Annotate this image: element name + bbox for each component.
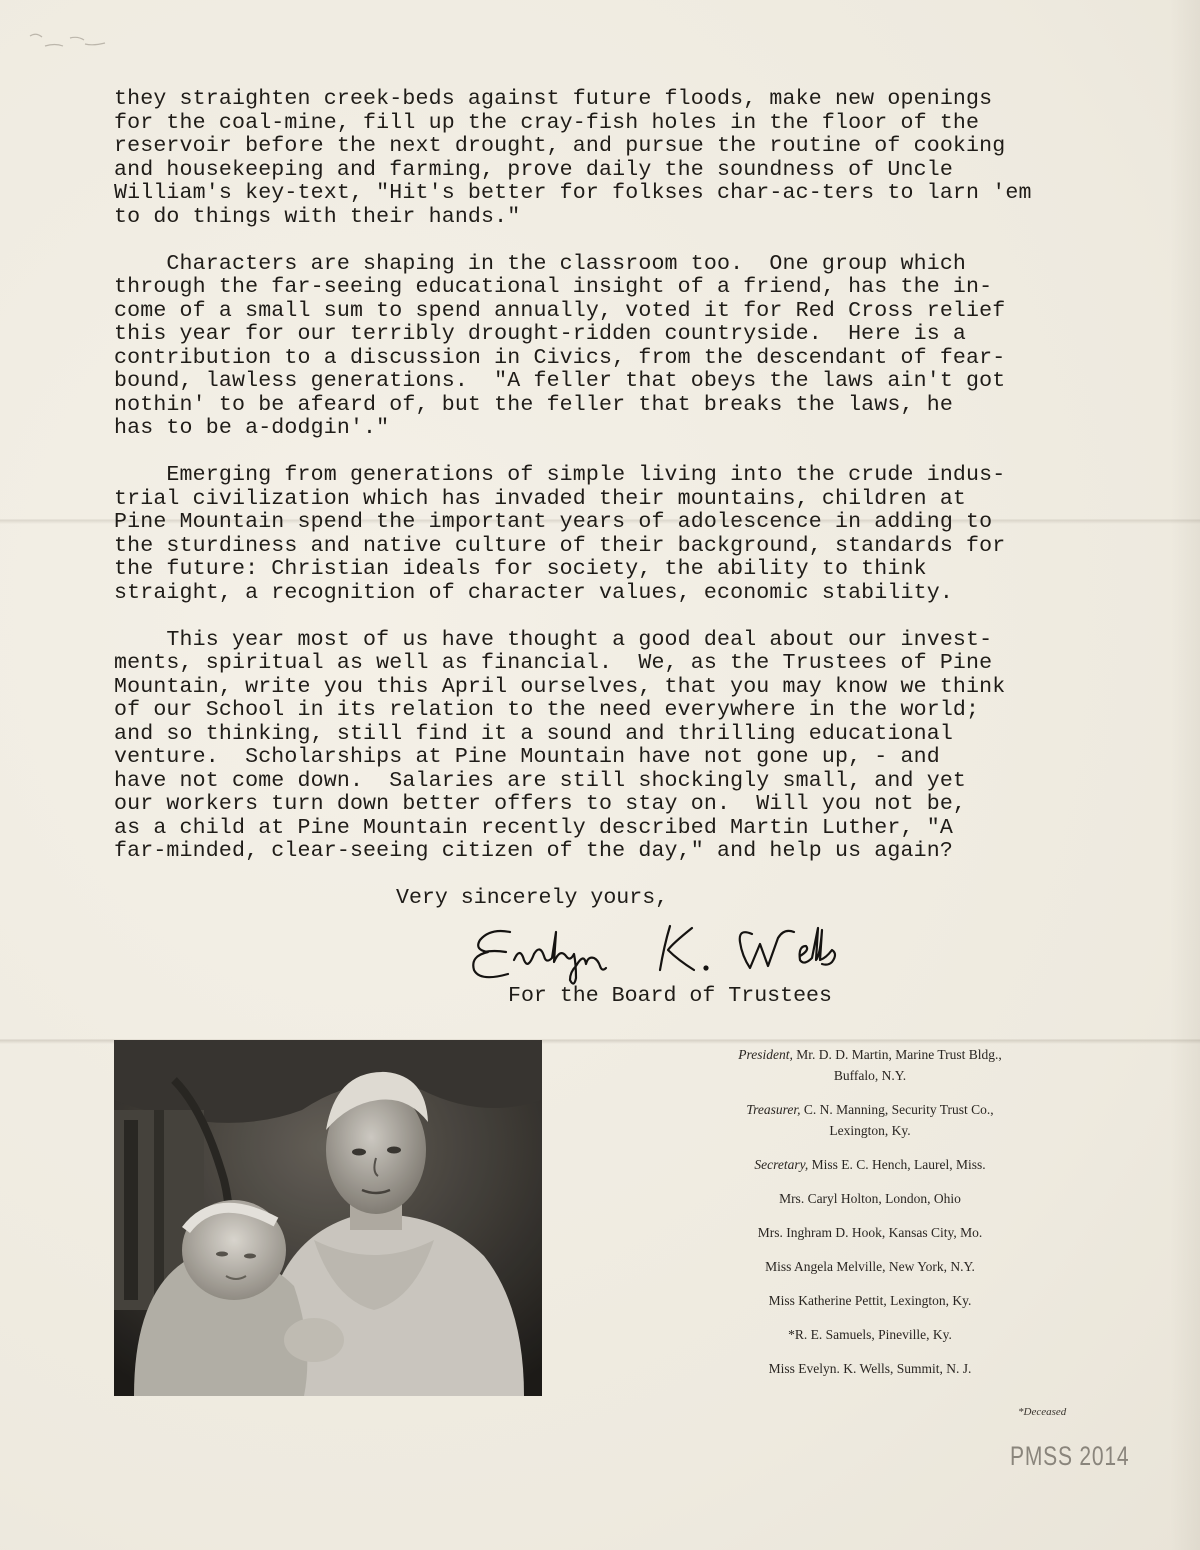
trustee-member: Miss Katherine Pettit, Lexington, Ky. xyxy=(768,1293,972,1308)
trustee-location: Buffalo, N.Y. xyxy=(833,1068,907,1083)
board-of-trustees-list xyxy=(610,1044,1130,1379)
trustee-member: Miss Evelyn. K. Wells, Summit, N. J. xyxy=(768,1361,972,1376)
signed-for-line: For the Board of Trustees xyxy=(508,984,832,1008)
trustee-president xyxy=(610,1044,1130,1086)
trustee-details: Mr. D. D. Martin, Marine Trust Bldg., xyxy=(796,1047,1002,1062)
paragraph-emerging: Emerging from generations of simple living into the crude indus- trial civilization which has invaded their mountains, children at Pine Mountain spend the important years of adolescence in adding to the sturdiness and native culture of their background, standards for the future: Christian ideals for society, the ability to think straight, a recognition of character values, economic stability. xyxy=(114,463,1006,605)
trustee-role: President, xyxy=(738,1047,793,1062)
trustee-secretary xyxy=(610,1154,1130,1175)
handwritten-signature xyxy=(470,912,920,992)
trustee-member: Mrs. Caryl Holton, London, Ohio xyxy=(779,1191,961,1206)
paragraph-investments: This year most of us have thought a good deal about our invest- ments, spiritual as well as financial. We, as the Trustees of Pine Mountain, write you this April ourselves, that you may know we think of our School in its relation to the need everywhere in the world; and so thinking, still find it a sound and thrilling educational venture. Scholarships at Pine Mountain have not gone up, - and have not come down. Salaries are still shockingly small, and yet our workers turn down better offers to stay on. Will you not be, as a child at Pine Mountain recently described Martin Luther, "A far-minded, clear-seeing citizen of the day," and help us again? xyxy=(114,627,1006,863)
trustee-member-deceased: *R. E. Samuels, Pineville, Ky. xyxy=(788,1327,952,1342)
trustee-member: Miss Angela Melville, New York, N.Y. xyxy=(765,1259,975,1274)
trustee-role: Treasurer, xyxy=(746,1102,801,1117)
paragraph-work-continuation: they straighten creek-beds against future floods, make new openings for the coal-mine, fill up the cray-fish holes in the floor of the reservoir before the next drought, and pursue the routine of cooking and housekeeping and farming, prove daily the soundness of Uncle William's key-text, "Hit's better for folkses char-ac-ters to larn 'em to do things with their hands." xyxy=(114,87,1032,229)
trustee-details: C. N. Manning, Security Trust Co., xyxy=(803,1102,994,1117)
closing-salutation: Very sincerely yours, xyxy=(396,886,669,910)
trustee-location: Lexington, Ky. xyxy=(829,1123,911,1138)
trustee-role: Secretary, xyxy=(754,1157,809,1172)
deceased-footnote: *Deceased xyxy=(1018,1406,1067,1418)
trustee-member: Mrs. Inghram D. Hook, Kansas City, Mo. xyxy=(757,1225,983,1240)
paper-edge-shading xyxy=(1170,0,1200,1550)
archive-stamp: PMSS 2014 xyxy=(1010,1441,1130,1471)
paragraph-characters: Characters are shaping in the classroom too. One group which through the far-seeing educational insight of a friend, has the in- come of a small sum to spend annually, voted it for Red Cross relief this year for our terribly drought-ridden countryside. Here is a contribution to a discussion in Civics, from the descendant of fear- bound, lawless generations. "A feller that obeys the laws ain't got nothin' to be afeard of, but the feller that breaks the laws, he has to be a-dodgin'." xyxy=(114,251,1006,440)
trustee-details: Miss E. C. Hench, Laurel, Miss. xyxy=(811,1157,986,1172)
letter-body xyxy=(114,88,1114,887)
paper-blemish xyxy=(25,28,115,52)
photo-image xyxy=(114,1040,542,1396)
photograph-woman-with-baby xyxy=(114,1040,542,1396)
trustee-treasurer xyxy=(610,1099,1130,1141)
